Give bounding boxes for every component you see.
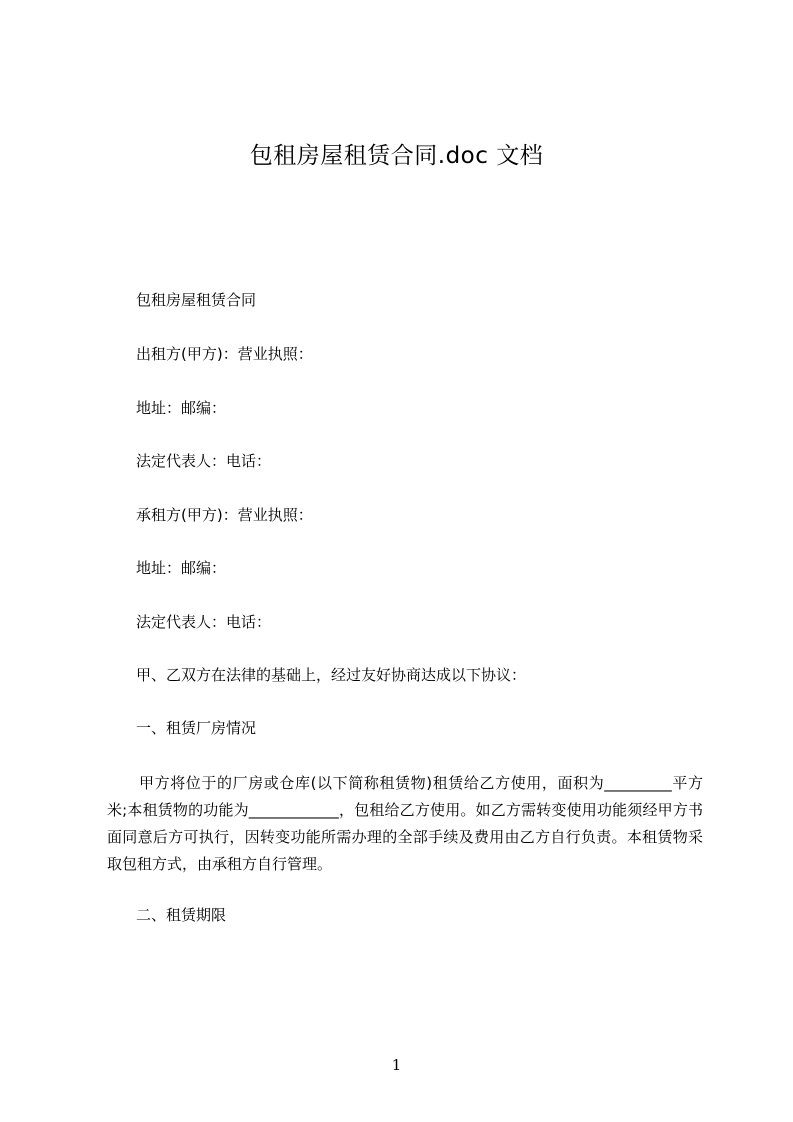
contract-heading: 包租房屋租赁合同 [136, 291, 257, 309]
document-title: 包租房屋租赁合同.doc 文档 [249, 143, 544, 169]
agreement-intro-line: 甲、乙双方在法律的基础上，经过友好协商达成以下协议： [136, 666, 527, 684]
section-2-heading: 二、租赁期限 [136, 906, 227, 924]
section-1-heading: 一、租赁厂房情况 [136, 719, 257, 737]
lessor-address-line: 地址：邮编： [136, 399, 227, 417]
section-1-paragraph: 甲方将位于的厂房或仓库(以下简称租赁物)租赁给乙方使用，面积为_________平方米;本租赁物的功能为____________，包租给乙方使用。如乙方需转变使用功能须经甲方书面同意后方可执行，因转变功能所需办理的全部手续及费用由乙方自行负责。本租赁物采取包租方式，由承租方自行管理。 [107, 774, 703, 873]
lessor-representative-line: 法定代表人：电话： [136, 452, 272, 470]
lessor-license-line: 出租方(甲方)：营业执照： [136, 345, 313, 363]
lessee-address-line: 地址：邮编： [136, 559, 227, 577]
page-number: 1 [391, 1056, 402, 1074]
lessee-license-line: 承租方(甲方)：营业执照： [136, 506, 313, 524]
lessee-representative-line: 法定代表人：电话： [136, 613, 272, 631]
